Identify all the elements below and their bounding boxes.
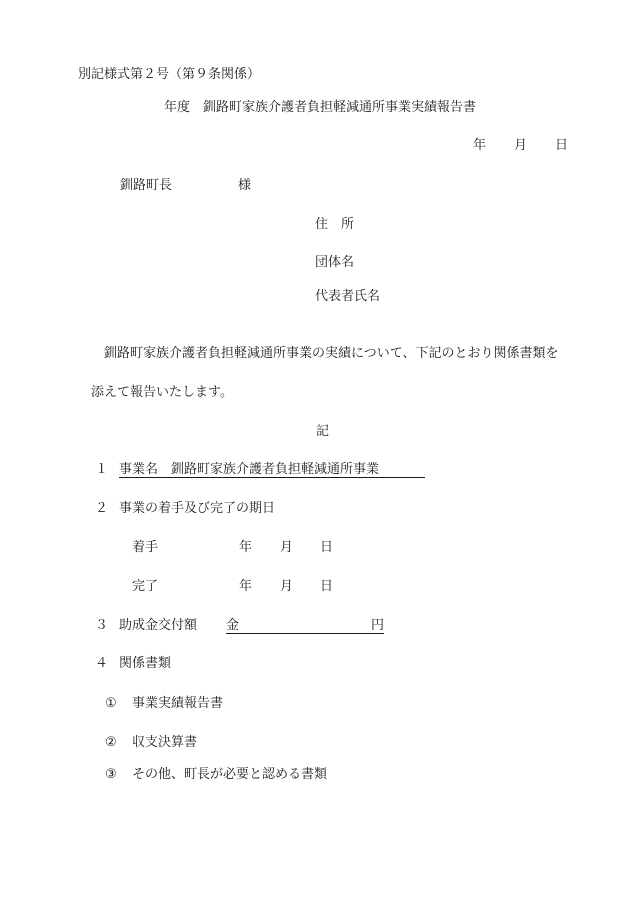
representative-label: 代表者氏名 — [315, 289, 381, 304]
doc-3-text: その他、町長が必要と認める書類 — [132, 767, 328, 782]
doc-1-text: 事業実績報告書 — [132, 696, 224, 711]
amount-underline — [226, 633, 384, 634]
addressee-name: 釧路町長 — [120, 178, 173, 193]
amount-prefix: 金 — [226, 618, 240, 633]
date-day-label: 日 — [555, 138, 569, 153]
date-year-label: 年 — [473, 138, 487, 153]
end-year-label: 年 — [239, 579, 253, 594]
item-1-label: 事業名 釧路町家族介護者負担軽減通所事業 — [119, 462, 380, 477]
addressee-honorific: 様 — [238, 178, 252, 193]
doc-2-text: 収支決算書 — [132, 735, 198, 750]
address-label: 住 所 — [315, 217, 355, 232]
ki-heading: 記 — [316, 424, 330, 439]
start-year-label: 年 — [239, 540, 253, 555]
item-2-label: 事業の着手及び完了の期日 — [119, 501, 276, 516]
organization-label: 団体名 — [315, 255, 355, 270]
item-1-number: １ — [95, 462, 109, 477]
body-line-2: 添えて報告いたします。 — [91, 385, 233, 400]
doc-1-mark: ① — [105, 696, 117, 711]
document-title: 年度 釧路町家族介護者負担軽減通所事業実績報告書 — [164, 100, 477, 115]
date-month-label: 月 — [514, 138, 528, 153]
amount-suffix: 円 — [371, 618, 385, 633]
end-day-label: 日 — [320, 579, 334, 594]
item-2-number: ２ — [95, 501, 109, 516]
item-1-underline — [119, 477, 425, 478]
item-4-label: 関係書類 — [119, 656, 172, 671]
start-day-label: 日 — [320, 540, 334, 555]
item-3-label: 助成金交付額 — [119, 618, 198, 633]
body-line-1: 釧路町家族介護者負担軽減通所事業の実績について、下記のとおり関係書類を — [104, 346, 559, 361]
item-4-number: ４ — [95, 656, 109, 671]
doc-2-mark: ② — [105, 735, 117, 750]
form-number: 別記様式第２号（第９条関係） — [78, 67, 261, 82]
doc-3-mark: ③ — [105, 767, 117, 782]
start-month-label: 月 — [280, 540, 294, 555]
item-3-number: ３ — [95, 618, 109, 633]
end-month-label: 月 — [280, 579, 294, 594]
start-label: 着手 — [132, 540, 159, 555]
end-label: 完了 — [132, 579, 159, 594]
